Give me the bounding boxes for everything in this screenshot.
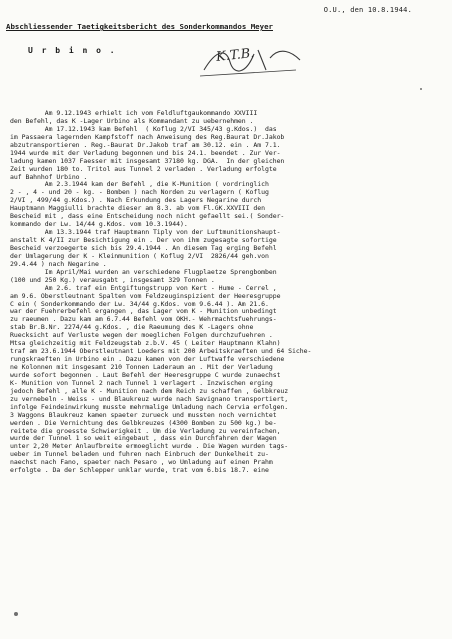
document-line: Am 17.12.1943 kam Befehl ( Koflug 2/VI 345/43 g.Kdos.) das (10, 125, 277, 133)
document-line: rungskraeften in Urbino ein . Dazu kamen von der Luftwaffe verschiedene (10, 356, 285, 364)
document-line: K- Munition von Tunnel 2 nach Tunnel 1 verlagert . Inzwischen erging (10, 379, 273, 387)
document-line: Mtsa gleichzeitig mit Feldzeugstab z.b.V. 45 ( Leiter Hauptmann Klahn) (10, 340, 281, 348)
document-line: Bescheid verzoegerte sich bis 29.4.1944 . An diesem Tag erging Befehl (10, 244, 277, 252)
document-line: Am 2.3.1944 kam der Befehl , die K-Munition ( vordringlich (10, 181, 269, 189)
document-line: stab Br.B.Nr. 2274/44 g.Kdos. , die Raeumung des K -Lagers ohne (10, 324, 254, 332)
document-line: 2 - , 4 - und 20 - kg. - Bomben ) nach Norden zu verlagern ( Koflug (10, 189, 269, 197)
document-line: ueber im Tunnel beladen und fuhren nach Einbruch der Dunkelheit zu- (10, 451, 269, 459)
document-heading: Abschliessender Taetigkeitsbericht des Sonderkommandos Meyer (6, 22, 273, 31)
document-line: wurde sofort begonnen . Laut Befehl der Heeresgruppe C wurde zunaechst (10, 371, 281, 379)
document-line: zu vernebeln - Weiss - und Blaukreuz wurde nach Savignano transportiert, (10, 395, 289, 403)
document-line: 29.4.44 ) nach Negarine . (10, 260, 107, 268)
document-line: naechst nach Fano, spaeter nach Pesaro , wo Umladung auf einen Prahm (10, 459, 273, 467)
document-line: im Passaera lagernden Kampfstoff nach Anweisung des Reg.Baurat Dr.Jakob (10, 133, 285, 141)
document-subheading: U r b i n o . (28, 46, 117, 55)
document-line: 2/VI , 499/44 g.Kdos.) . Nach Erkundung des Lagers Negarine durch (10, 197, 262, 205)
document-line: den Befehl, das K -Lager Urbino als Kommandant zu uebernehmen . (10, 117, 254, 125)
document-body (10, 110, 448, 475)
document-line: zu raeumen . Dazu kam am 6.7.44 Befehl vom OKH.- Wehrmachtsfuehrungs- (10, 316, 277, 324)
handwritten-initials: K.T.B. (215, 46, 256, 65)
document-line: wurde der Tunnel 1 so weit eingebaut , dass ein Durchfahren der Wagen (10, 435, 277, 443)
document-line: reitete die groesste Schwierigkeit . Um die Verladung zu vereinfachen, (10, 427, 281, 435)
document-line: war der Fuehrerbefehl ergangen , das Lager vom K - Munition unbedingt (10, 308, 277, 316)
document-line: auf Bahnhof Urbino . (10, 173, 88, 181)
document-line: ladung kamen 1037 Faesser mit insgesamt 37180 kg. DGA. In der gleichen (10, 157, 285, 165)
document-line: anstalt K 4/II zur Besichtigung ein . Der von ihm zugesagte sofortige (10, 237, 277, 244)
document-line: am 9.6. Oberstleutnant Spalten vom Feldzeuginspizient der Heeresgruppe (10, 292, 281, 300)
document-line: erfolgte . Da der Schlepper unklar wurde, trat vom 6.bis 18.7. eine (10, 467, 269, 475)
document-line: traf am 23.6.1944 Oberstleutnant Loeders mit 200 Arbeitskraeften und 64 Siche- (10, 348, 312, 356)
document-line: 1944 wurde mit der Verladung begonnen und bis 24.1. beendet . Zur Ver- (10, 149, 281, 157)
scan-speck (14, 612, 18, 616)
document-line: werden . Die Vernichtung des Gelbkreuzes (4300 Bomben zu 500 kg.) be- (10, 419, 277, 427)
document-line: infolge Feindeinwirkung musste mehrmalige Umladung nach Cervia erfolgen. (10, 403, 289, 411)
document-line: (100 und 250 Kg.) verausgabt , insgesamt 329 Tonnen . (10, 276, 215, 284)
document-line: Hauptmann Maggiulli brachte dieser am 8.3. ab vom Fl.GK.XXVIII den (10, 205, 265, 213)
document-line: Zeit wurden 180 to. Tritol aus Tunnel 2 verladen . Verladung erfolgte (10, 165, 277, 173)
document-dateline: O.U., den 10.8.1944. (323, 6, 412, 14)
document-line: kommando der Lw. 14/44 g.Kdos. vom 10.3.1944). (10, 221, 188, 229)
scan-speck (420, 88, 422, 90)
document-line: 3 Waggons Blaukreuz kamen spaeter zurueck und mussten noch vernichtet (10, 411, 277, 419)
document-line: C ein ( Sonderkommando der Lw. 34/44 g.Kdos. vom 9.6.44 ). Am 21.6. (10, 300, 269, 308)
document-line: abzutransportieren . Reg.-Baurat Dr.Jakob traf am 30.12. ein . Am 7.1. (10, 141, 281, 149)
document-line: Ruecksicht auf Verluste wegen der moeglichen Folgen durchzufuehren . (10, 332, 273, 340)
document-line: ne Kolonnen mit insgesamt 210 Tonnen Laderaum an . Mit der Verladung (10, 364, 273, 371)
document-line: unter 2,20 Meter Anlaufbreite ermoeglicht wurde . Die Wagen wurden tags- (10, 443, 289, 451)
document-line: Am 2.6. traf ein Entgiftungstrupp von Kert - Hume - Cerrel , (10, 284, 277, 292)
document-line: der Umlagerung der K - Kleinmunition ( Koflug 2/VI 2826/44 geh.von (10, 252, 269, 260)
document-line: jedoch Befehl , alle K - Munition nach dem Reich zu schaffen , Gelbkreuz (10, 387, 289, 395)
document-line: Am 9.12.1943 erhielt ich vom Feldluftgaukommando XXVIII (10, 110, 258, 117)
document-line: Am 13.3.1944 traf Hauptmann Tiply von der Luftmunitionshaupt- (10, 229, 281, 237)
document-line: Im April/Mai wurden an verschiedene Flugplaetze Sprengbomben (10, 268, 277, 276)
document-line: Bescheid mit , dass eine Entscheidung noch nicht gefaellt sei.( Sonder- (10, 213, 285, 221)
